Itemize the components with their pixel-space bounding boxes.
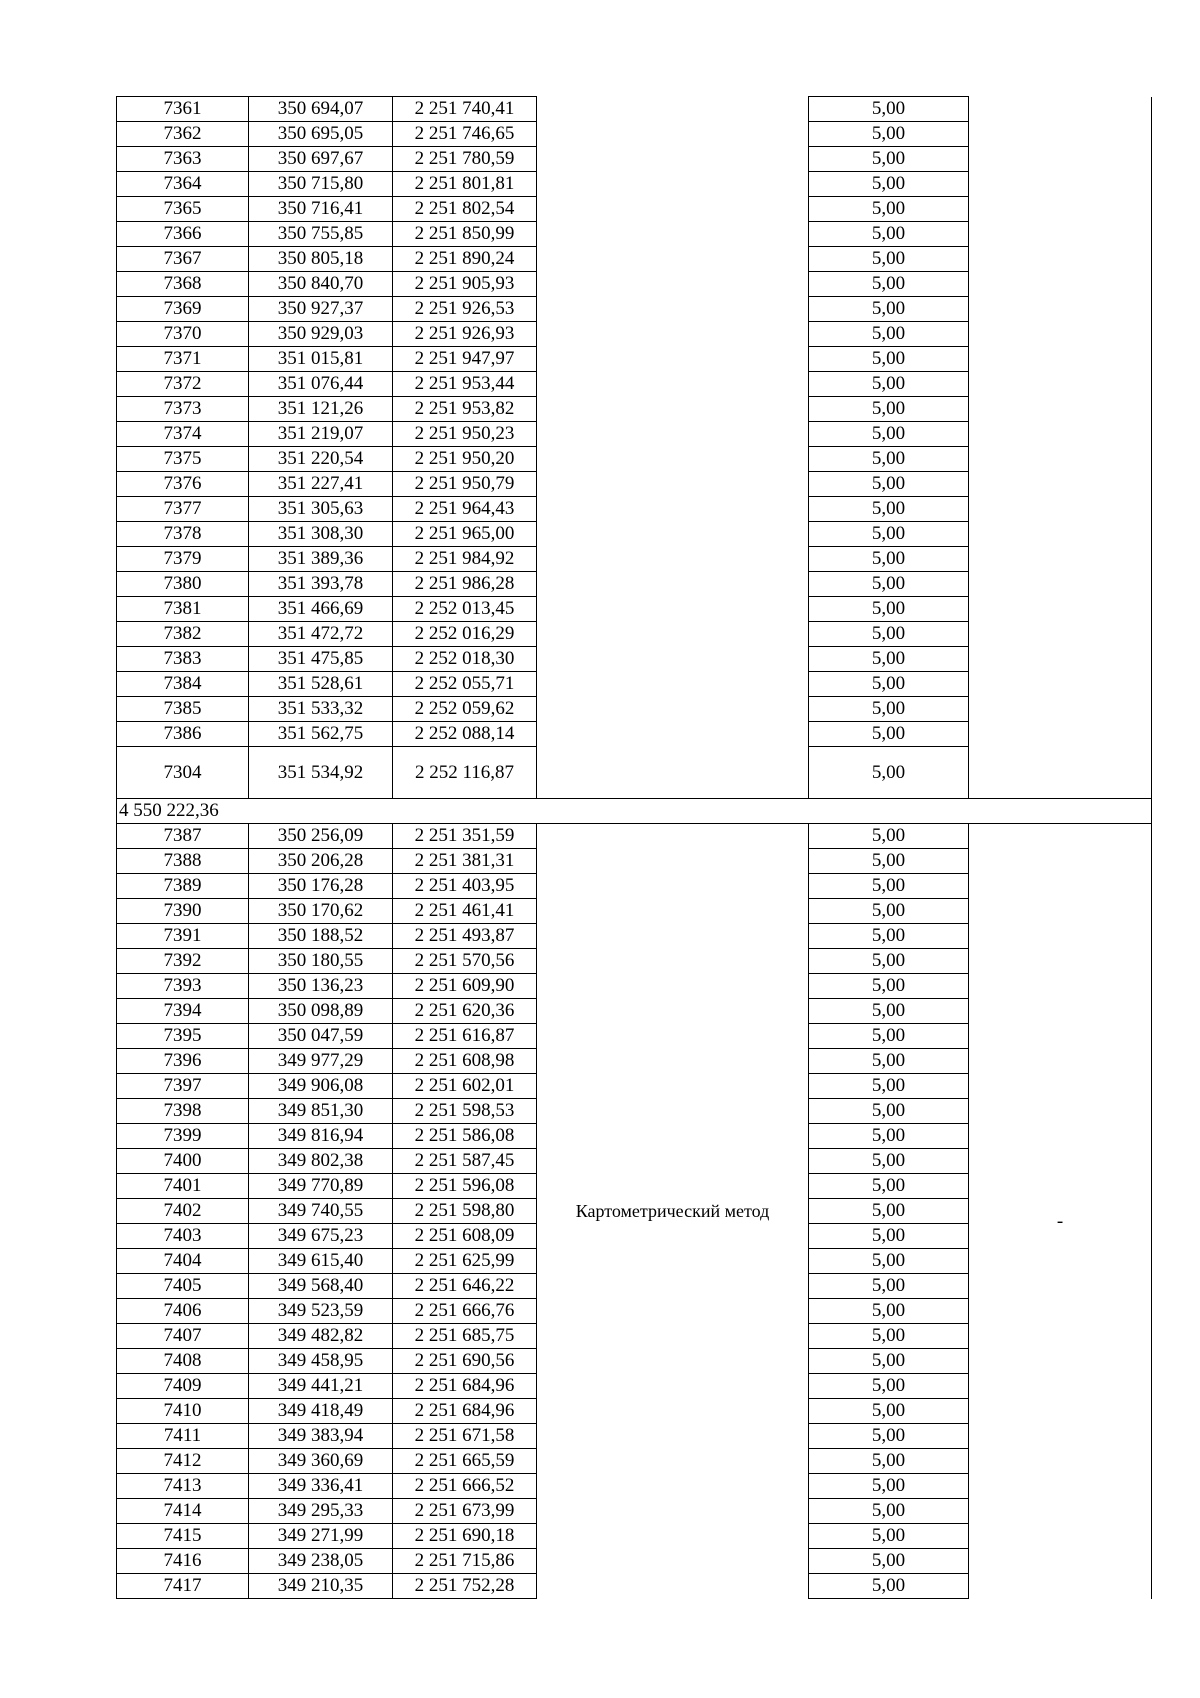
point-number-cell: 7383 <box>117 647 249 672</box>
x-coordinate-cell: 351 562,75 <box>249 722 393 747</box>
accuracy-cell: 5,00 <box>809 1324 969 1349</box>
point-number-cell: 7413 <box>117 1474 249 1499</box>
y-coordinate-cell: 2 251 690,18 <box>393 1524 537 1549</box>
x-coordinate-cell: 351 472,72 <box>249 622 393 647</box>
point-number-cell: 7417 <box>117 1574 249 1599</box>
x-coordinate-cell: 350 840,70 <box>249 272 393 297</box>
accuracy-cell: 5,00 <box>809 1249 969 1274</box>
x-coordinate-cell: 351 534,92 <box>249 747 393 799</box>
accuracy-cell: 5,00 <box>809 1474 969 1499</box>
x-coordinate-cell: 351 121,26 <box>249 397 393 422</box>
x-coordinate-cell: 349 816,94 <box>249 1124 393 1149</box>
x-coordinate-cell: 351 528,61 <box>249 672 393 697</box>
point-number-cell: 7406 <box>117 1299 249 1324</box>
y-coordinate-cell: 2 251 986,28 <box>393 572 537 597</box>
y-coordinate-cell: 2 251 950,79 <box>393 472 537 497</box>
accuracy-cell: 5,00 <box>809 197 969 222</box>
point-number-cell: 7395 <box>117 1024 249 1049</box>
y-coordinate-cell: 2 252 018,30 <box>393 647 537 672</box>
y-coordinate-cell: 2 251 684,96 <box>393 1399 537 1424</box>
point-number-cell: 7367 <box>117 247 249 272</box>
accuracy-cell: 5,00 <box>809 272 969 297</box>
accuracy-cell: 5,00 <box>809 1424 969 1449</box>
point-number-cell: 7304 <box>117 747 249 799</box>
x-coordinate-cell: 350 188,52 <box>249 924 393 949</box>
accuracy-cell: 5,00 <box>809 1024 969 1049</box>
y-coordinate-cell: 2 251 596,08 <box>393 1174 537 1199</box>
point-number-cell: 7408 <box>117 1349 249 1374</box>
point-number-cell: 7364 <box>117 172 249 197</box>
x-coordinate-cell: 351 389,36 <box>249 547 393 572</box>
x-coordinate-cell: 349 295,33 <box>249 1499 393 1524</box>
point-number-cell: 7396 <box>117 1049 249 1074</box>
accuracy-cell: 5,00 <box>809 572 969 597</box>
accuracy-cell: 5,00 <box>809 1049 969 1074</box>
point-number-cell: 7377 <box>117 497 249 522</box>
y-coordinate-cell: 2 251 685,75 <box>393 1324 537 1349</box>
point-number-cell: 7409 <box>117 1374 249 1399</box>
y-coordinate-cell: 2 251 493,87 <box>393 924 537 949</box>
method-cell <box>537 97 809 799</box>
x-coordinate-cell: 350 098,89 <box>249 999 393 1024</box>
note-cell <box>969 97 1152 799</box>
accuracy-cell: 5,00 <box>809 547 969 572</box>
x-coordinate-cell: 349 482,82 <box>249 1324 393 1349</box>
point-number-cell: 7400 <box>117 1149 249 1174</box>
x-coordinate-cell: 349 523,59 <box>249 1299 393 1324</box>
x-coordinate-cell: 350 715,80 <box>249 172 393 197</box>
point-number-cell: 7398 <box>117 1099 249 1124</box>
point-number-cell: 7362 <box>117 122 249 147</box>
y-coordinate-cell: 2 251 752,28 <box>393 1574 537 1599</box>
accuracy-cell: 5,00 <box>809 949 969 974</box>
accuracy-cell: 5,00 <box>809 297 969 322</box>
point-number-cell: 7388 <box>117 849 249 874</box>
x-coordinate-cell: 350 755,85 <box>249 222 393 247</box>
point-number-cell: 7372 <box>117 372 249 397</box>
accuracy-cell: 5,00 <box>809 999 969 1024</box>
accuracy-cell: 5,00 <box>809 447 969 472</box>
x-coordinate-cell: 349 210,35 <box>249 1574 393 1599</box>
y-coordinate-cell: 2 251 351,59 <box>393 824 537 849</box>
y-coordinate-cell: 2 251 953,82 <box>393 397 537 422</box>
point-number-cell: 7394 <box>117 999 249 1024</box>
x-coordinate-cell: 350 927,37 <box>249 297 393 322</box>
y-coordinate-cell: 2 251 965,00 <box>393 522 537 547</box>
y-coordinate-cell: 2 251 947,97 <box>393 347 537 372</box>
accuracy-cell: 5,00 <box>809 1074 969 1099</box>
x-coordinate-cell: 350 206,28 <box>249 849 393 874</box>
y-coordinate-cell: 2 251 926,93 <box>393 322 537 347</box>
x-coordinate-cell: 351 393,78 <box>249 572 393 597</box>
y-coordinate-cell: 2 251 780,59 <box>393 147 537 172</box>
accuracy-cell: 5,00 <box>809 747 969 799</box>
accuracy-cell: 5,00 <box>809 422 969 447</box>
x-coordinate-cell: 349 383,94 <box>249 1424 393 1449</box>
point-number-cell: 7402 <box>117 1199 249 1224</box>
accuracy-cell: 5,00 <box>809 1549 969 1574</box>
x-coordinate-cell: 350 694,07 <box>249 97 393 122</box>
accuracy-cell: 5,00 <box>809 1299 969 1324</box>
point-number-cell: 7397 <box>117 1074 249 1099</box>
point-number-cell: 7390 <box>117 899 249 924</box>
point-number-cell: 7375 <box>117 447 249 472</box>
y-coordinate-cell: 2 251 801,81 <box>393 172 537 197</box>
x-coordinate-cell: 351 533,32 <box>249 697 393 722</box>
y-coordinate-cell: 2 252 059,62 <box>393 697 537 722</box>
point-number-cell: 7393 <box>117 974 249 999</box>
y-coordinate-cell: 2 251 381,31 <box>393 849 537 874</box>
y-coordinate-cell: 2 251 608,98 <box>393 1049 537 1074</box>
y-coordinate-cell: 2 251 740,41 <box>393 97 537 122</box>
point-number-cell: 7379 <box>117 547 249 572</box>
point-number-cell: 7361 <box>117 97 249 122</box>
accuracy-cell: 5,00 <box>809 924 969 949</box>
y-coordinate-cell: 2 251 905,93 <box>393 272 537 297</box>
accuracy-cell: 5,00 <box>809 722 969 747</box>
y-coordinate-cell: 2 251 950,20 <box>393 447 537 472</box>
y-coordinate-cell: 2 251 926,53 <box>393 297 537 322</box>
y-coordinate-cell: 2 251 609,90 <box>393 974 537 999</box>
y-coordinate-cell: 2 251 608,09 <box>393 1224 537 1249</box>
accuracy-cell: 5,00 <box>809 247 969 272</box>
point-number-cell: 7366 <box>117 222 249 247</box>
point-number-cell: 7412 <box>117 1449 249 1474</box>
x-coordinate-cell: 349 770,89 <box>249 1174 393 1199</box>
x-coordinate-cell: 349 271,99 <box>249 1524 393 1549</box>
y-coordinate-cell: 2 251 461,41 <box>393 899 537 924</box>
accuracy-cell: 5,00 <box>809 322 969 347</box>
point-number-cell: 7380 <box>117 572 249 597</box>
accuracy-cell: 5,00 <box>809 1174 969 1199</box>
x-coordinate-cell: 349 851,30 <box>249 1099 393 1124</box>
x-coordinate-cell: 350 697,67 <box>249 147 393 172</box>
point-number-cell: 7387 <box>117 824 249 849</box>
accuracy-cell: 5,00 <box>809 1124 969 1149</box>
accuracy-cell: 5,00 <box>809 97 969 122</box>
y-coordinate-cell: 2 251 671,58 <box>393 1424 537 1449</box>
point-number-cell: 7386 <box>117 722 249 747</box>
accuracy-cell: 5,00 <box>809 147 969 172</box>
point-number-cell: 7381 <box>117 597 249 622</box>
x-coordinate-cell: 349 675,23 <box>249 1224 393 1249</box>
point-number-cell: 7363 <box>117 147 249 172</box>
x-coordinate-cell: 349 615,40 <box>249 1249 393 1274</box>
accuracy-cell: 5,00 <box>809 1349 969 1374</box>
x-coordinate-cell: 349 418,49 <box>249 1399 393 1424</box>
accuracy-cell: 5,00 <box>809 1149 969 1174</box>
point-number-cell: 7403 <box>117 1224 249 1249</box>
accuracy-cell: 5,00 <box>809 672 969 697</box>
y-coordinate-cell: 2 251 625,99 <box>393 1249 537 1274</box>
accuracy-cell: 5,00 <box>809 1524 969 1549</box>
point-number-cell: 7416 <box>117 1549 249 1574</box>
point-number-cell: 7407 <box>117 1324 249 1349</box>
accuracy-cell: 5,00 <box>809 347 969 372</box>
point-number-cell: 7414 <box>117 1499 249 1524</box>
y-coordinate-cell: 2 251 616,87 <box>393 1024 537 1049</box>
x-coordinate-cell: 349 906,08 <box>249 1074 393 1099</box>
accuracy-cell: 5,00 <box>809 522 969 547</box>
point-number-cell: 7374 <box>117 422 249 447</box>
accuracy-cell: 5,00 <box>809 697 969 722</box>
x-coordinate-cell: 350 136,23 <box>249 974 393 999</box>
x-coordinate-cell: 349 441,21 <box>249 1374 393 1399</box>
accuracy-cell: 5,00 <box>809 1499 969 1524</box>
x-coordinate-cell: 350 180,55 <box>249 949 393 974</box>
point-number-cell: 7415 <box>117 1524 249 1549</box>
accuracy-cell: 5,00 <box>809 372 969 397</box>
y-coordinate-cell: 2 251 953,44 <box>393 372 537 397</box>
table-row <box>117 824 1152 849</box>
y-coordinate-cell: 2 252 116,87 <box>393 747 537 799</box>
table-row <box>117 97 1152 122</box>
y-coordinate-cell: 2 251 850,99 <box>393 222 537 247</box>
accuracy-cell: 5,00 <box>809 1449 969 1474</box>
x-coordinate-cell: 349 238,05 <box>249 1549 393 1574</box>
x-coordinate-cell: 350 716,41 <box>249 197 393 222</box>
point-number-cell: 7369 <box>117 297 249 322</box>
y-coordinate-cell: 2 251 964,43 <box>393 497 537 522</box>
y-coordinate-cell: 2 251 586,08 <box>393 1124 537 1149</box>
area-label: 4 550 222,36 <box>117 799 1152 824</box>
accuracy-cell: 5,00 <box>809 1224 969 1249</box>
accuracy-cell: 5,00 <box>809 172 969 197</box>
accuracy-cell: 5,00 <box>809 1399 969 1424</box>
accuracy-cell: 5,00 <box>809 849 969 874</box>
x-coordinate-cell: 351 475,85 <box>249 647 393 672</box>
y-coordinate-cell: 2 252 088,14 <box>393 722 537 747</box>
x-coordinate-cell: 351 220,54 <box>249 447 393 472</box>
y-coordinate-cell: 2 251 570,56 <box>393 949 537 974</box>
y-coordinate-cell: 2 251 684,96 <box>393 1374 537 1399</box>
y-coordinate-cell: 2 251 587,45 <box>393 1149 537 1174</box>
x-coordinate-cell: 351 015,81 <box>249 347 393 372</box>
point-number-cell: 7376 <box>117 472 249 497</box>
point-number-cell: 7404 <box>117 1249 249 1274</box>
x-coordinate-cell: 351 227,41 <box>249 472 393 497</box>
x-coordinate-cell: 350 047,59 <box>249 1024 393 1049</box>
y-coordinate-cell: 2 251 666,76 <box>393 1299 537 1324</box>
x-coordinate-cell: 350 695,05 <box>249 122 393 147</box>
point-number-cell: 7385 <box>117 697 249 722</box>
y-coordinate-cell: 2 251 598,53 <box>393 1099 537 1124</box>
point-number-cell: 7371 <box>117 347 249 372</box>
accuracy-cell: 5,00 <box>809 824 969 849</box>
accuracy-cell: 5,00 <box>809 397 969 422</box>
y-coordinate-cell: 2 251 802,54 <box>393 197 537 222</box>
accuracy-cell: 5,00 <box>809 122 969 147</box>
point-number-cell: 7405 <box>117 1274 249 1299</box>
x-coordinate-cell: 351 308,30 <box>249 522 393 547</box>
x-coordinate-cell: 350 929,03 <box>249 322 393 347</box>
point-number-cell: 7392 <box>117 949 249 974</box>
point-number-cell: 7382 <box>117 622 249 647</box>
y-coordinate-cell: 2 251 602,01 <box>393 1074 537 1099</box>
accuracy-cell: 5,00 <box>809 899 969 924</box>
x-coordinate-cell: 349 336,41 <box>249 1474 393 1499</box>
x-coordinate-cell: 350 170,62 <box>249 899 393 924</box>
point-number-cell: 7389 <box>117 874 249 899</box>
x-coordinate-cell: 350 176,28 <box>249 874 393 899</box>
y-coordinate-cell: 2 251 665,59 <box>393 1449 537 1474</box>
x-coordinate-cell: 350 805,18 <box>249 247 393 272</box>
point-number-cell: 7378 <box>117 522 249 547</box>
coordinates-table <box>116 96 1152 1599</box>
accuracy-cell: 5,00 <box>809 1274 969 1299</box>
y-coordinate-cell: 2 252 055,71 <box>393 672 537 697</box>
point-number-cell: 7365 <box>117 197 249 222</box>
x-coordinate-cell: 351 219,07 <box>249 422 393 447</box>
x-coordinate-cell: 349 740,55 <box>249 1199 393 1224</box>
y-coordinate-cell: 2 252 016,29 <box>393 622 537 647</box>
x-coordinate-cell: 349 360,69 <box>249 1449 393 1474</box>
area-row <box>117 799 1152 824</box>
y-coordinate-cell: 2 251 673,99 <box>393 1499 537 1524</box>
point-number-cell: 7391 <box>117 924 249 949</box>
accuracy-cell: 5,00 <box>809 1199 969 1224</box>
y-coordinate-cell: 2 251 620,36 <box>393 999 537 1024</box>
y-coordinate-cell: 2 251 984,92 <box>393 547 537 572</box>
accuracy-cell: 5,00 <box>809 222 969 247</box>
method-cell: Картометрический метод <box>537 824 809 1599</box>
point-number-cell: 7411 <box>117 1424 249 1449</box>
accuracy-cell: 5,00 <box>809 974 969 999</box>
accuracy-cell: 5,00 <box>809 1574 969 1599</box>
y-coordinate-cell: 2 251 598,80 <box>393 1199 537 1224</box>
accuracy-cell: 5,00 <box>809 1374 969 1399</box>
y-coordinate-cell: 2 251 646,22 <box>393 1274 537 1299</box>
point-number-cell: 7370 <box>117 322 249 347</box>
y-coordinate-cell: 2 251 950,23 <box>393 422 537 447</box>
y-coordinate-cell: 2 251 890,24 <box>393 247 537 272</box>
accuracy-cell: 5,00 <box>809 874 969 899</box>
x-coordinate-cell: 349 977,29 <box>249 1049 393 1074</box>
x-coordinate-cell: 349 458,95 <box>249 1349 393 1374</box>
accuracy-cell: 5,00 <box>809 597 969 622</box>
y-coordinate-cell: 2 251 715,86 <box>393 1549 537 1574</box>
note-cell: - <box>969 824 1152 1599</box>
point-number-cell: 7401 <box>117 1174 249 1199</box>
x-coordinate-cell: 351 076,44 <box>249 372 393 397</box>
x-coordinate-cell: 351 466,69 <box>249 597 393 622</box>
y-coordinate-cell: 2 251 666,52 <box>393 1474 537 1499</box>
x-coordinate-cell: 349 568,40 <box>249 1274 393 1299</box>
x-coordinate-cell: 350 256,09 <box>249 824 393 849</box>
accuracy-cell: 5,00 <box>809 647 969 672</box>
point-number-cell: 7384 <box>117 672 249 697</box>
y-coordinate-cell: 2 251 746,65 <box>393 122 537 147</box>
x-coordinate-cell: 351 305,63 <box>249 497 393 522</box>
point-number-cell: 7368 <box>117 272 249 297</box>
x-coordinate-cell: 349 802,38 <box>249 1149 393 1174</box>
accuracy-cell: 5,00 <box>809 497 969 522</box>
accuracy-cell: 5,00 <box>809 622 969 647</box>
point-number-cell: 7399 <box>117 1124 249 1149</box>
accuracy-cell: 5,00 <box>809 472 969 497</box>
accuracy-cell: 5,00 <box>809 1099 969 1124</box>
y-coordinate-cell: 2 251 690,56 <box>393 1349 537 1374</box>
y-coordinate-cell: 2 251 403,95 <box>393 874 537 899</box>
point-number-cell: 7410 <box>117 1399 249 1424</box>
y-coordinate-cell: 2 252 013,45 <box>393 597 537 622</box>
point-number-cell: 7373 <box>117 397 249 422</box>
